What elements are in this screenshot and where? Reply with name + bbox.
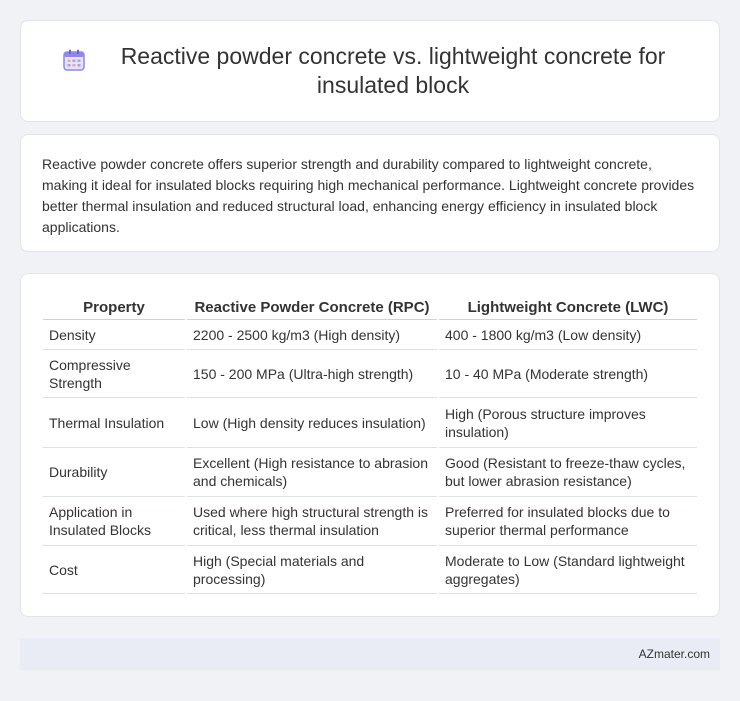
row-rpc-value: 150 - 200 MPa (Ultra-high strength): [187, 350, 437, 398]
column-header-lwc: Lightweight Concrete (LWC): [439, 294, 697, 320]
row-property: Density: [43, 320, 185, 350]
summary-card: [20, 134, 720, 252]
footer: [20, 638, 720, 670]
title-card: [20, 20, 720, 122]
row-rpc-value: High (Special materials and processing): [187, 546, 437, 594]
table-row: [43, 350, 697, 398]
comparison-table-card: [20, 273, 720, 617]
table-header-row: [43, 294, 697, 320]
row-lwc-value: Preferred for insulated blocks due to superior thermal performance: [439, 497, 697, 546]
row-rpc-value: 2200 - 2500 kg/m3 (High density): [187, 320, 437, 350]
table-row: [43, 448, 697, 497]
row-property: Durability: [43, 448, 185, 497]
row-lwc-value: Moderate to Low (Standard lightweight aggregates): [439, 546, 697, 594]
column-header-property: Property: [43, 294, 185, 320]
footer-site-link[interactable]: AZmater.com: [638, 647, 710, 661]
row-property: Thermal Insulation: [43, 398, 185, 448]
table-row: [43, 497, 697, 546]
row-property: Cost: [43, 546, 185, 594]
page-title: Reactive powder concrete vs. lightweight concrete for insulated block: [120, 43, 666, 98]
table-row: [43, 398, 697, 448]
row-property: Application in Insulated Blocks: [43, 497, 185, 546]
table-row: [43, 546, 697, 594]
summary-text: Reactive powder concrete offers superior strength and durability compared to lightweight concrete, making it ideal for insulated blocks requiring high mechanical performance. Lightweight concrete provides better thermal insulation and reduced structural load, enhancing energy efficiency in insulated block applications.: [42, 156, 695, 235]
row-lwc-value: 400 - 1800 kg/m3 (Low density): [439, 320, 697, 350]
row-rpc-value: Excellent (High resistance to abrasion and chemicals): [187, 448, 437, 497]
row-rpc-value: Low (High density reduces insulation): [187, 398, 437, 448]
row-property: Compressive Strength: [43, 350, 185, 398]
column-header-rpc: Reactive Powder Concrete (RPC): [187, 294, 437, 320]
title-wrap: [61, 42, 679, 100]
row-lwc-value: 10 - 40 MPa (Moderate strength): [439, 350, 697, 398]
row-lwc-value: High (Porous structure improves insulation): [439, 398, 697, 448]
calendar-icon: [61, 47, 87, 73]
table-row: [43, 320, 697, 350]
comparison-table: [41, 294, 699, 594]
row-lwc-value: Good (Resistant to freeze-thaw cycles, but lower abrasion resistance): [439, 448, 697, 497]
row-rpc-value: Used where high structural strength is critical, less thermal insulation: [187, 497, 437, 546]
